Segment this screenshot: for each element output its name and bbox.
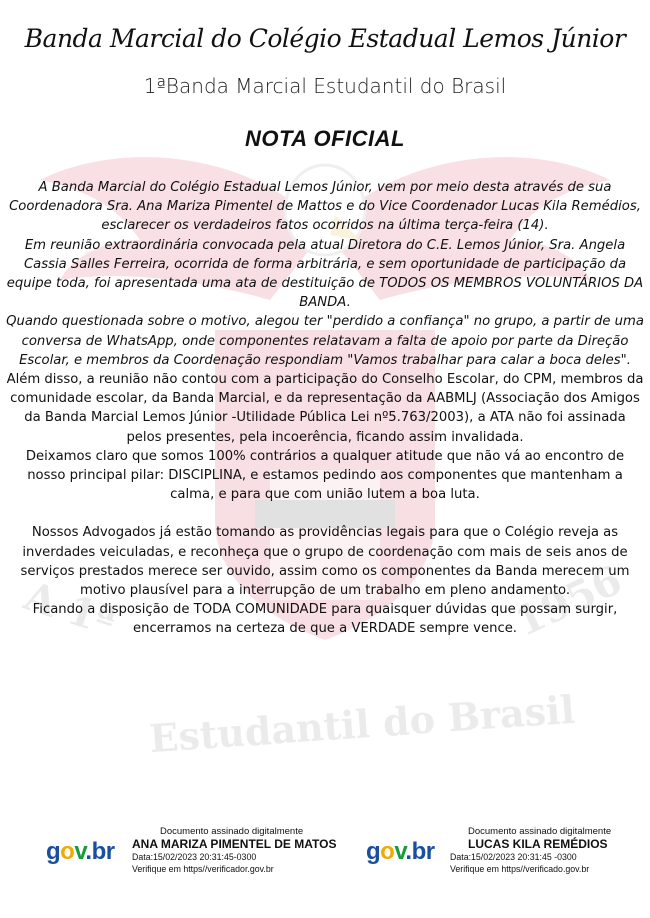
govbr-logo-o: o: [60, 838, 75, 865]
signature-label: Documento assinado digitalmente: [468, 826, 612, 837]
govbr-logo-right: [366, 838, 435, 866]
page-title: Banda Marcial do Colégio Estadual Lemos Júnior: [24, 24, 626, 53]
watermark-text-mid: Estudantil do Brasil: [147, 686, 577, 762]
paragraph-reason: Quando questionada sobre o motivo, alegou ter "perdido a confiança" no grupo, a partir de uma conversa de WhatsApp, onde componentes relatavam a falta de apoio por parte da Direção Escolar, e membros da Coordenação respondiam "Vamos trabalhar para calar a boca deles".: [6, 314, 644, 368]
signature-block-right: [450, 826, 640, 875]
paragraph-intro: A Banda Marcial do Colégio Estadual Lemos Júnior, vem por meio desta através de sua Coordenadora Sra. Ana Mariza Pimentel de Mattos e do Vice Coordenador Lucas Kila Remédios, esclarecer os verdadeiros fatos ocorridos na última terça-feira (14).: [9, 180, 641, 234]
govbr-logo-g: g: [366, 838, 381, 865]
paragraph-closing: Ficando a disposição de TODA COMUNIDADE para quaisquer dúvidas que possam surgir, encerramos na certeza de que a VERDADE sempre vence.: [32, 602, 618, 637]
signature-verify: Verifique em https//verificado.gov.br: [450, 864, 590, 874]
signature-name: LUCAS KILA REMÉDIOS: [468, 837, 608, 851]
paragraph-lawyers: Nossos Advogados já estão tomando as providências legais para que o Colégio reveja as inverdades veiculadas, e reconheça que o grupo de coordenação com mais de seis anos de serviços prestados merece ser ouvido, assim como os componentes da Banda merecem um motivo plausível para a interrupção de um trabalho em pleno andamento.: [20, 525, 630, 599]
govbr-logo-v: v: [394, 838, 406, 865]
govbr-logo-g: g: [46, 838, 61, 865]
paragraph-discipline: Deixamos claro que somos 100% contrários a qualquer atitude que não vá ao encontro de nosso principal pilar: DISCIPLINA, e estamos pedindo aos componentes que mantenham a calma, e para que com união lutem a boa luta.: [25, 448, 625, 503]
govbr-logo-o: o: [380, 838, 395, 865]
paragraph-meeting: Em reunião extraordinária convocada pela atual Diretora do C.E. Lemos Júnior, Sra. Angela Cassia Salles Ferreira, ocorrida de forma arbitrária, e sem oportunidade de participação da equipe toda, foi apresentada uma ata de destituição de TODOS OS MEMBROS VOLUNTÁRIOS DA BANDA.: [6, 237, 644, 311]
signature-date: Data:15/02/2023 20:31:45 -0300: [450, 852, 577, 862]
watermark-text-right: 1956: [508, 556, 629, 646]
signature-date: Data:15/02/2023 20:31:45-0300: [132, 852, 257, 862]
document-heading: NOTA OFICIAL: [245, 126, 405, 151]
paragraph-invalid: Além disso, a reunião não contou com a participação do Conselho Escolar, do CPM, membros da comunidade escolar, da Banda Marcial, e da representação da AABMLJ (Associação dos Amigos da Banda Marcial Lemos Júnior -Utilidade Pública Lei nº5.763/2003), a ATA não foi assinada pelos presentes, pela incoerência, ficando assim invalidada.: [6, 372, 644, 445]
govbr-logo-v: v: [74, 838, 86, 865]
govbr-logo-left: [46, 838, 115, 866]
signature-name: ANA MARIZA PIMENTEL DE MATOS: [132, 837, 337, 851]
watermark-text-left: A 1ª: [18, 572, 122, 646]
signature-verify: Verifique em https//verificador.gov.br: [132, 864, 274, 874]
signature-block-left: [132, 826, 372, 875]
govbr-logo-br: .br: [405, 838, 435, 865]
page-subtitle: 1ªBanda Marcial Estudantil do Brasil: [143, 74, 507, 98]
govbr-logo-br: .br: [85, 838, 115, 865]
document-body: [6, 178, 644, 639]
signature-label: Documento assinado digitalmente: [160, 826, 304, 837]
paragraph-gap: [6, 504, 644, 523]
